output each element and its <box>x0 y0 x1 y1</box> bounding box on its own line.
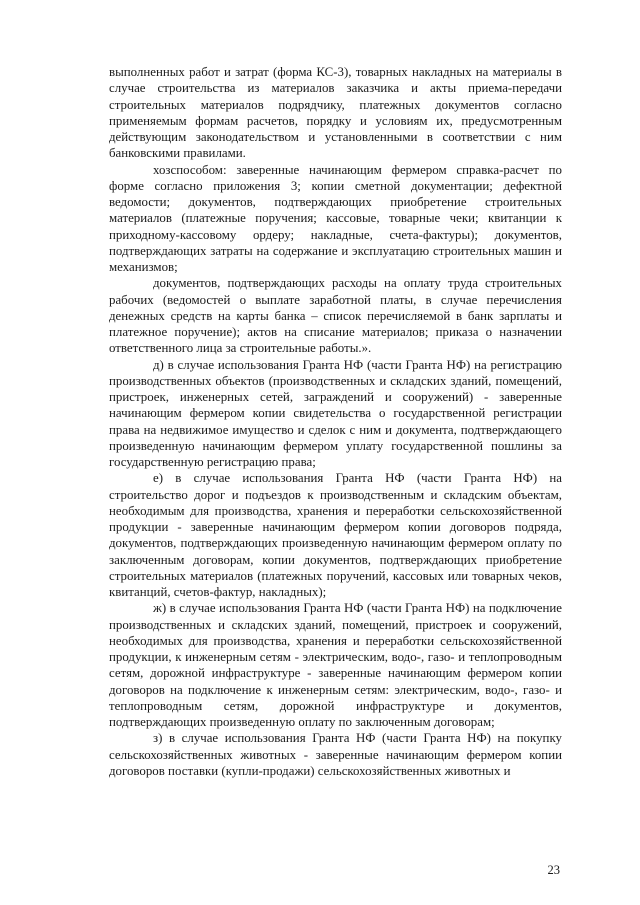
paragraph-5: е) в случае использования Гранта НФ (части Гранта НФ) на строительство дорог и подъездов к производственным и складским объектам, необходимым для производства, хранения и переработки сельскохозяйственной продукции - заверенные начинающим фермером копии договоров подряда, документов, подтверждающих произведенную начинающим фермером оплату по заключенным договорам, копии документов, подтверждающих приобретение строительных материалов (платежных поручений, кассовых или товарных чеков, квитанций, счетов-фактур, накладных); <box>109 471 562 599</box>
paragraph-1: выполненных работ и затрат (форма КС-3), товарных накладных на материалы в случае строительства из материалов заказчика и акты приема-передачи строительных материалов подрядчику, платежных документов согласно применяемым формам расчетов, порядку и условиям их, предусмотренным действующим законодательством и установленными в соответствии с ним банковскими правилами. <box>109 65 562 161</box>
paragraph-4: д) в случае использования Гранта НФ (части Гранта НФ) на регистрацию производственных объектов (производственных и складских зданий, помещений, пристроек, инженерных сетей, заграждений и сооружений) - заверенные начинающим фермером копии свидетельства о государственной регистрации права на недвижимое имущество и сделок с ним и документа, подтверждающего произведенную начинающим фермером уплату государственной пошлины за государственную регистрацию права; <box>109 357 562 469</box>
page-number: 23 <box>547 863 560 877</box>
paragraph-2: хозспособом: заверенные начинающим фермером справка-расчет по форме согласно приложения 3; копии сметной документации; дефектной ведомости; документов, подтверждающих приобретение строительных материалов (платежные поручения; кассовые, товарные чеки; квитанции к приходному-кассовому ордеру; накладные, счета-фактуры); документов, подтверждающих затраты на содержание и эксплуатацию строительных машин и механизмов; <box>109 162 562 274</box>
paragraph-6: ж) в случае использования Гранта НФ (части Гранта НФ) на подключение производственных и складских зданий, помещений, пристроек и сооружений, необходимых для производства, хранения и переработки сельскохозяйственной продукции, к инженерным сетям - электрическим, водо-, газо- и теплопроводным сетям, дорожной инфраструктуре - заверенные начинающим фермером копии договоров на подключение к инженерным сетям: электрическим, водо-, газо- и теплопроводным сетям, дорожной инфраструктуре и документов, подтверждающих произведенную оплату по заключенным договорам; <box>109 601 562 729</box>
document-body <box>109 64 562 779</box>
paragraph-3: документов, подтверждающих расходы на оплату труда строительных рабочих (ведомостей о выплате заработной платы, в случае перечисления денежных средств на карты банка – список перечисляемой в банк зарплаты и платежное поручение); актов на списание материалов; приказа о назначении ответственного лица за строительные работы.». <box>109 276 562 356</box>
paragraph-7: з) в случае использования Гранта НФ (части Гранта НФ) на покупку сельскохозяйственных животных - заверенные начинающим фермером копии договоров поставки (купли-продажи) сельскохозяйственных животных и <box>109 731 562 778</box>
